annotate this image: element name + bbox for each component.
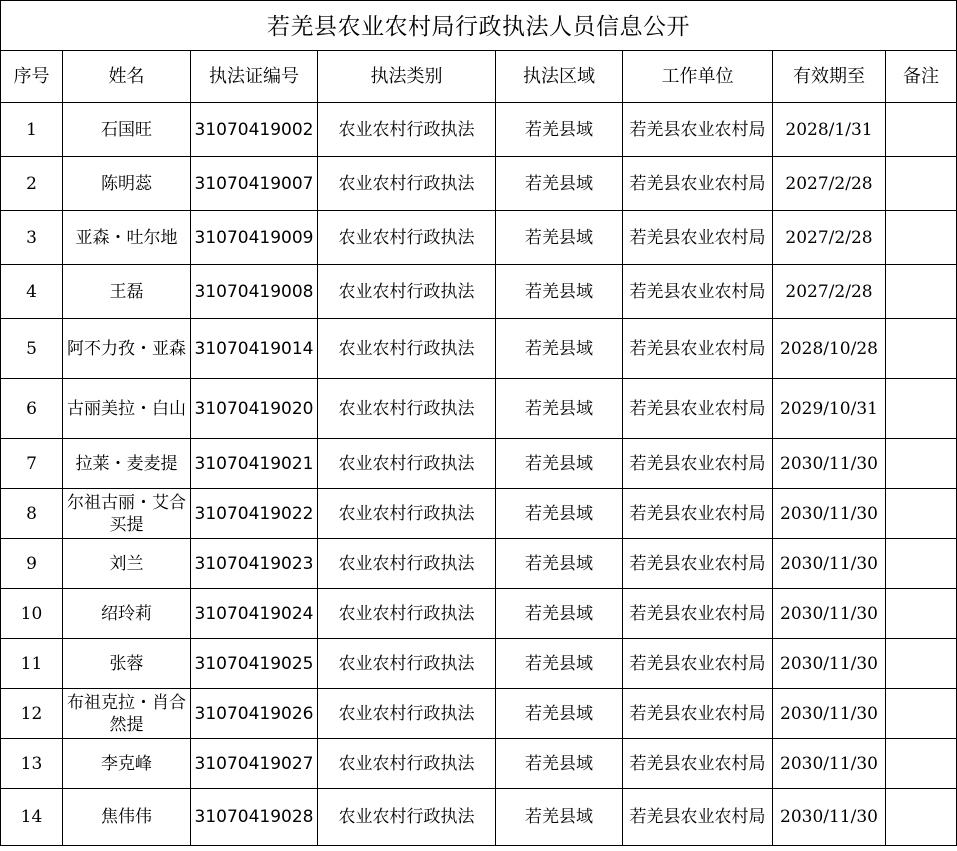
- row-unit: 若羌县农业农村局: [623, 319, 773, 379]
- table-row: [1, 319, 957, 379]
- row-note: [886, 103, 957, 157]
- row-area: 若羌县域: [496, 789, 623, 846]
- row-unit: 若羌县农业农村局: [623, 689, 773, 739]
- row-name: 绍玲莉: [63, 589, 191, 639]
- row-name: 拉莱・麦麦提: [63, 439, 191, 489]
- header-no: 序号: [1, 51, 63, 103]
- row-unit: 若羌县农业农村局: [623, 157, 773, 211]
- row-no: 7: [1, 439, 63, 489]
- row-valid: 2030/11/30: [773, 689, 886, 739]
- table-row: [1, 157, 957, 211]
- table-row: [1, 489, 957, 539]
- personnel-table: [0, 50, 957, 846]
- header-note: 备注: [886, 51, 957, 103]
- row-name: 亚森・吐尔地: [63, 211, 191, 265]
- row-cert: 31070419025: [191, 639, 318, 689]
- row-valid: 2030/11/30: [773, 739, 886, 789]
- row-area: 若羌县域: [496, 211, 623, 265]
- row-area: 若羌县域: [496, 265, 623, 319]
- row-note: [886, 689, 957, 739]
- row-name: 王磊: [63, 265, 191, 319]
- row-unit: 若羌县农业农村局: [623, 439, 773, 489]
- row-unit: 若羌县农业农村局: [623, 639, 773, 689]
- row-no: 2: [1, 157, 63, 211]
- row-category: 农业农村行政执法: [318, 789, 496, 846]
- row-cert: 31070419007: [191, 157, 318, 211]
- table-row: [1, 211, 957, 265]
- row-valid: 2030/11/30: [773, 489, 886, 539]
- row-name: 布祖克拉・肖合然提: [63, 689, 191, 739]
- row-no: 11: [1, 639, 63, 689]
- row-note: [886, 789, 957, 846]
- row-valid: 2030/11/30: [773, 589, 886, 639]
- row-area: 若羌县域: [496, 589, 623, 639]
- row-cert: 31070419014: [191, 319, 318, 379]
- row-unit: 若羌县农业农村局: [623, 739, 773, 789]
- row-no: 3: [1, 211, 63, 265]
- row-cert: 31070419024: [191, 589, 318, 639]
- row-note: [886, 157, 957, 211]
- row-name: 刘兰: [63, 539, 191, 589]
- header-category: 执法类别: [318, 51, 496, 103]
- row-name: 尔祖古丽・艾合买提: [63, 489, 191, 539]
- row-category: 农业农村行政执法: [318, 439, 496, 489]
- row-area: 若羌县域: [496, 689, 623, 739]
- row-unit: 若羌县农业农村局: [623, 789, 773, 846]
- row-no: 13: [1, 739, 63, 789]
- row-name: 阿不力孜・亚森: [63, 319, 191, 379]
- row-cert: 31070419027: [191, 739, 318, 789]
- row-name: 陈明蕊: [63, 157, 191, 211]
- row-area: 若羌县域: [496, 739, 623, 789]
- row-category: 农业农村行政执法: [318, 319, 496, 379]
- row-valid: 2029/10/31: [773, 379, 886, 439]
- row-note: [886, 265, 957, 319]
- row-valid: 2027/2/28: [773, 211, 886, 265]
- table-header-row: [1, 51, 957, 103]
- row-note: [886, 489, 957, 539]
- row-unit: 若羌县农业农村局: [623, 489, 773, 539]
- row-cert: 31070419002: [191, 103, 318, 157]
- row-valid: 2028/1/31: [773, 103, 886, 157]
- row-valid: 2030/11/30: [773, 439, 886, 489]
- row-valid: 2027/2/28: [773, 265, 886, 319]
- table-row: [1, 103, 957, 157]
- table-row: [1, 789, 957, 846]
- row-no: 1: [1, 103, 63, 157]
- row-category: 农业农村行政执法: [318, 489, 496, 539]
- header-unit: 工作单位: [623, 51, 773, 103]
- table-row: [1, 265, 957, 319]
- row-no: 6: [1, 379, 63, 439]
- row-unit: 若羌县农业农村局: [623, 379, 773, 439]
- row-category: 农业农村行政执法: [318, 103, 496, 157]
- row-no: 4: [1, 265, 63, 319]
- row-cert: 31070419022: [191, 489, 318, 539]
- table-row: [1, 689, 957, 739]
- row-name: 石国旺: [63, 103, 191, 157]
- row-cert: 31070419008: [191, 265, 318, 319]
- table-row: [1, 539, 957, 589]
- row-note: [886, 639, 957, 689]
- row-cert: 31070419009: [191, 211, 318, 265]
- row-name: 李克峰: [63, 739, 191, 789]
- row-no: 8: [1, 489, 63, 539]
- row-unit: 若羌县农业农村局: [623, 211, 773, 265]
- row-category: 农业农村行政执法: [318, 689, 496, 739]
- row-area: 若羌县域: [496, 103, 623, 157]
- row-note: [886, 589, 957, 639]
- row-no: 9: [1, 539, 63, 589]
- row-category: 农业农村行政执法: [318, 589, 496, 639]
- table-row: [1, 639, 957, 689]
- row-cert: 31070419028: [191, 789, 318, 846]
- row-cert: 31070419020: [191, 379, 318, 439]
- row-area: 若羌县域: [496, 379, 623, 439]
- row-name: 古丽美拉・白山: [63, 379, 191, 439]
- row-valid: 2030/11/30: [773, 539, 886, 589]
- row-unit: 若羌县农业农村局: [623, 103, 773, 157]
- row-area: 若羌县域: [496, 319, 623, 379]
- row-valid: 2030/11/30: [773, 789, 886, 846]
- row-note: [886, 539, 957, 589]
- table-row: [1, 589, 957, 639]
- row-area: 若羌县域: [496, 157, 623, 211]
- row-unit: 若羌县农业农村局: [623, 589, 773, 639]
- row-no: 5: [1, 319, 63, 379]
- row-category: 农业农村行政执法: [318, 739, 496, 789]
- row-area: 若羌县域: [496, 539, 623, 589]
- table-row: [1, 739, 957, 789]
- row-category: 农业农村行政执法: [318, 211, 496, 265]
- row-note: [886, 211, 957, 265]
- page-title: 若羌县农业农村局行政执法人员信息公开: [0, 0, 957, 50]
- row-no: 14: [1, 789, 63, 846]
- header-name: 姓名: [63, 51, 191, 103]
- row-note: [886, 319, 957, 379]
- table-row: [1, 379, 957, 439]
- row-no: 10: [1, 589, 63, 639]
- row-category: 农业农村行政执法: [318, 639, 496, 689]
- row-category: 农业农村行政执法: [318, 539, 496, 589]
- row-unit: 若羌县农业农村局: [623, 265, 773, 319]
- header-valid: 有效期至: [773, 51, 886, 103]
- row-valid: 2030/11/30: [773, 639, 886, 689]
- header-cert: 执法证编号: [191, 51, 318, 103]
- row-note: [886, 379, 957, 439]
- row-valid: 2027/2/28: [773, 157, 886, 211]
- table-row: [1, 439, 957, 489]
- row-category: 农业农村行政执法: [318, 379, 496, 439]
- row-cert: 31070419021: [191, 439, 318, 489]
- table-body: [1, 103, 957, 846]
- row-note: [886, 739, 957, 789]
- row-category: 农业农村行政执法: [318, 265, 496, 319]
- row-area: 若羌县域: [496, 639, 623, 689]
- row-area: 若羌县域: [496, 439, 623, 489]
- row-no: 12: [1, 689, 63, 739]
- row-name: 焦伟伟: [63, 789, 191, 846]
- row-category: 农业农村行政执法: [318, 157, 496, 211]
- row-name: 张蓉: [63, 639, 191, 689]
- row-valid: 2028/10/28: [773, 319, 886, 379]
- header-area: 执法区域: [496, 51, 623, 103]
- row-cert: 31070419026: [191, 689, 318, 739]
- row-note: [886, 439, 957, 489]
- row-unit: 若羌县农业农村局: [623, 539, 773, 589]
- row-cert: 31070419023: [191, 539, 318, 589]
- row-area: 若羌县域: [496, 489, 623, 539]
